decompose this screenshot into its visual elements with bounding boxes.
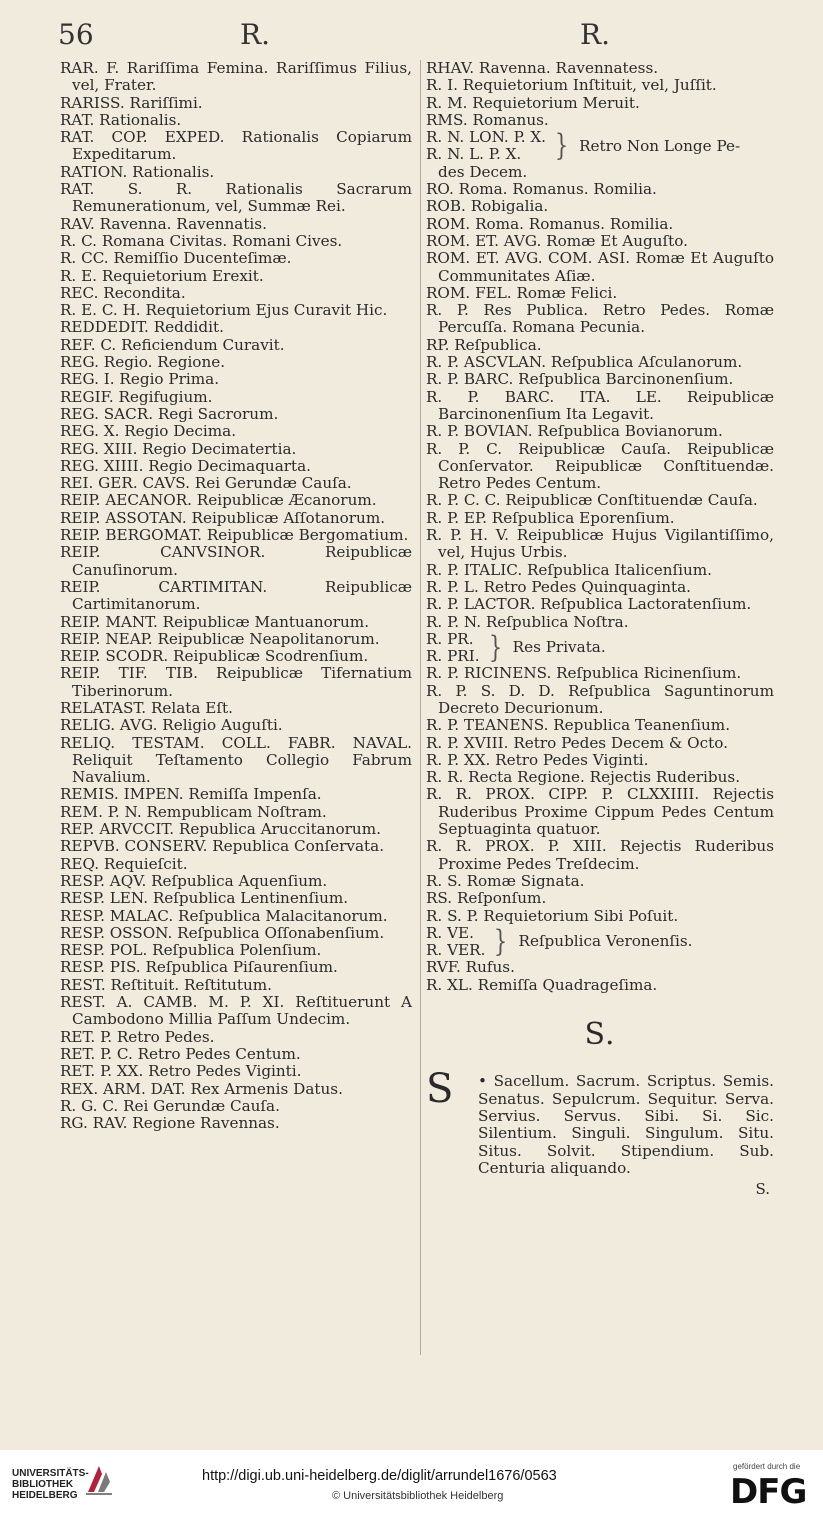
abbreviation-entry: ROB. Robigalia. (426, 197, 549, 216)
abbreviation-entry: ROM. ET. AVG. Romæ Et Auguſto. (426, 231, 688, 250)
abbreviation-entry: R. P. S. D. D. Reſpublica Saguntinorum Decreto Decurionum. (426, 681, 774, 717)
abbreviation-entry: R. R. Recta Regione. Rejectis Ruderibus. (426, 768, 741, 787)
abbrev-line: R. VE. (426, 923, 474, 942)
abbreviation-entry: REIP. MANT. Reipublicæ Mantuanorum. (60, 612, 370, 631)
abbreviation-entry: R. P. N. Reſpublica Noſtra. (426, 612, 629, 631)
abbreviation-entry: REG. I. Regio Prima. (60, 370, 220, 389)
abbreviation-entry: R. S. P. Requietorium Sibi Poſuit. (426, 906, 679, 925)
abbreviation-entry: RAT. Rationalis. (60, 110, 182, 129)
section-s-text: • Sacellum. Sacrum. Scriptus. Semis. Senatus. Sepulcrum. Sequitur. Serva. Servius. Servus. Sibi. Si. Sic. Silentium. Singuli. Singulum. Situ. Situs. Solvit. Stipendium. Sub. Centuria aliquando. (478, 1072, 774, 1177)
abbreviation-entry: REIP. ASSOTAN. Reipublicæ Aſſotanorum. (60, 508, 386, 527)
abbreviation-entry: RG. RAV. Regione Ravennas. (60, 1114, 280, 1133)
abbreviation-entry: R. P. ITALIC. Reſpublica Italicenſium. (426, 560, 712, 579)
abbreviation-entry: REPVB. CONSERV. Republica Conſervata. (60, 837, 385, 856)
brace-glyph: } (488, 630, 502, 666)
abbreviation-entry: REG. X. Regio Decima. (60, 422, 237, 441)
abbreviation-entry: RAR. F. Rariſſima Femina. Rariſſimus Filius, vel, Frater. (60, 59, 412, 95)
abbreviation-entry: R. P. Res Publica. Retro Pedes. Romæ Percuſſa. Romana Pecunia. (426, 301, 774, 337)
brace-entry (426, 631, 774, 666)
abbreviation-entry: R. P. BARC. Reſpublica Barcinonenſium. (426, 370, 734, 389)
abbreviation-entry: REIP. AECANOR. Reipublicæ Æcanorum. (60, 491, 377, 510)
abbreviation-entry: R. P. C. Reipublicæ Cauſa. Reipublicæ Conſervator. Reipublicæ Conſtituendæ. Retro Pedes Centum. (426, 439, 774, 493)
abbreviation-entry: RAT. COP. EXPED. Rationalis Copiarum Expeditarum. (60, 128, 412, 164)
abbreviation-entry: REG. XIIII. Regio Decimaquarta. (60, 456, 311, 475)
abbreviation-entry: REIP. TIF. TIB. Reipublicæ Tifernatium Tiberinorum. (60, 664, 412, 700)
abbreviation-entry: RESP. MALAC. Reſpublica Malacitanorum. (60, 906, 388, 925)
section-s-paragraph (426, 1066, 774, 1177)
abbreviation-entry: REDDEDIT. Reddidit. (60, 318, 224, 337)
abbrev-line: R. PR. (426, 629, 474, 648)
abbreviation-entry: RESP. OSSON. Reſpublica Oſſonabenſium. (60, 923, 385, 942)
copyright-notice: © Universitätsbibliothek Heidelberg (332, 1490, 504, 1502)
funding-label: gefördert durch die (733, 1462, 801, 1471)
brace-entry (426, 129, 774, 164)
abbreviation-entry: REX. ARM. DAT. Rex Armenis Datus. (60, 1079, 343, 1098)
abbreviation-entry: REC. Recondita. (60, 283, 186, 302)
abbreviation-entry: R. P. XX. Retro Pedes Viginti. (426, 750, 649, 769)
abbreviation-entry: R. P. RICINENS. Reſpublica Ricinenſium. (426, 664, 742, 683)
abbreviation-entry: RET. P. C. Retro Pedes Centum. (60, 1044, 301, 1063)
abbreviation-entry: R. P. L. Retro Pedes Quinquaginta. (426, 577, 692, 596)
brace-continuation: des Decem. (438, 162, 528, 181)
brace-glyph: } (494, 924, 508, 960)
abbreviation-entry: RESP. LEN. Reſpublica Lentinenſium. (60, 889, 349, 908)
abbreviation-entry: REG. Regio. Regione. (60, 353, 226, 372)
abbreviation-entry: RARISS. Rariſſimi. (60, 93, 203, 112)
library-line: BIBLIOTHEK (12, 1479, 74, 1490)
drop-cap: S (426, 1066, 454, 1113)
abbreviation-entry: REST. A. CAMB. M. P. XI. Reſtituerunt A Cambodono Millia Paſſum Undecim. (60, 993, 412, 1029)
running-head-right: R. (580, 18, 610, 51)
abbreviation-entry: R. E. Requietorium Erexit. (60, 266, 264, 285)
abbreviation-entry: REM. P. N. Rempublicam Noſtram. (60, 802, 327, 821)
abbreviation-entry: REST. Reſtituit. Reſtitutum. (60, 975, 272, 994)
abbrev-line: R. PRI. (426, 647, 480, 666)
abbreviation-entry: REIP. CARTIMITAN. Reipublicæ Cartimitanorum. (60, 577, 412, 614)
library-line: HEIDELBERG (12, 1490, 78, 1501)
abbreviation-entry: R. G. C. Rei Gerundæ Cauſa. (60, 1096, 280, 1115)
library-name (12, 1468, 89, 1501)
abbreviation-entry: RVF. Rufus. (426, 958, 515, 977)
abbreviation-entry: R. C. Romana Civitas. Romani Cives. (60, 231, 343, 250)
abbreviation-entry: REG. SACR. Regi Sacrorum. (60, 404, 279, 423)
abbreviation-entry: R. I. Requietorium Inſtituit, vel, Juſſit. (426, 76, 717, 95)
brace-entry (426, 925, 774, 960)
library-logo-icon (84, 1462, 114, 1496)
running-head-left: R. (240, 18, 270, 51)
abbreviation-entry: REQ. Requieſcit. (60, 854, 188, 873)
abbreviation-entry: R. P. BOVIAN. Reſpublica Bovianorum. (426, 422, 723, 441)
library-line: UNIVERSITÄTS- (12, 1468, 89, 1479)
abbreviation-entry: RESP. POL. Reſpublica Polenſium. (60, 941, 322, 960)
abbreviation-entry: REG. XIII. Regio Decimatertia. (60, 439, 297, 458)
abbrev-line: R. VER. (426, 941, 486, 960)
abbreviation-entry: R. CC. Remiſſio Ducenteſimæ. (60, 249, 292, 268)
footer-bar (0, 1450, 823, 1518)
abbreviation-entry: RATION. Rationalis. (60, 162, 215, 181)
abbreviation-entry: R. P. H. V. Reipublicæ Hujus Vigilantiſſimo, vel, Hujus Urbis. (426, 526, 774, 562)
abbreviation-entry: R. S. Romæ Signata. (426, 871, 585, 890)
abbreviation-entry: R. P. LACTOR. Reſpublica Lactoratenſium. (426, 595, 752, 614)
brace-expansion: Retro Non Longe Pe- (579, 136, 741, 155)
abbreviation-entry: RELATAST. Relata Eſt. (60, 698, 233, 717)
abbreviation-entry: RESP. AQV. Reſpublica Aquenſium. (60, 871, 328, 890)
abbreviation-entry: R. P. XVIII. Retro Pedes Decem & Octo. (426, 733, 728, 752)
abbreviation-entry: RELIG. AVG. Religio Auguſti. (60, 716, 283, 735)
abbreviation-entry: RS. Reſponſum. (426, 889, 547, 908)
abbreviation-entry: RELIQ. TESTAM. COLL. FABR. NAVAL. Reliquit Teſtamento Collegio Fabrum Navalium. (60, 733, 412, 787)
abbrev-line: R. N. LON. P. X. (426, 128, 547, 147)
section-heading: S. (584, 1017, 616, 1053)
column-divider (420, 60, 421, 1355)
abbreviation-entry: RET. P. XX. Retro Pedes Viginti. (60, 1062, 302, 1081)
abbreviation-entry: R. P. C. C. Reipublicæ Conſtituendæ Cauſa. (426, 491, 758, 510)
abbrev-line: R. N. L. P. X. (426, 145, 522, 164)
abbreviation-entry: R. P. EP. Reſpublica Eporenſium. (426, 508, 675, 527)
brace-expansion: Res Privata. (512, 638, 606, 657)
dfg-logo: DFG (730, 1472, 807, 1512)
abbreviation-entry: RHAV. Ravenna. Ravennatess. (426, 59, 659, 77)
abbreviation-entry: ROM. FEL. Romæ Felici. (426, 283, 618, 302)
abbreviation-entry: REGIF. Regifugium. (60, 387, 213, 406)
abbreviation-entry: RMS. Romanus. (426, 110, 549, 129)
abbreviation-entry: REI. GER. CAVS. Rei Gerundæ Cauſa. (60, 474, 352, 493)
permalink-url[interactable]: http://digi.ub.uni-heidelberg.de/diglit/arrundel1676/0563 (202, 1468, 557, 1484)
left-column (60, 60, 412, 1132)
abbreviation-entry: RET. P. Retro Pedes. (60, 1027, 215, 1046)
abbreviation-entry: R. R. PROX. CIPP. P. CLXXIIII. Rejectis Ruderibus Proxime Cippum Pedes Centum Septuaginta quatuor. (426, 785, 774, 839)
brace-expansion: Reſpublica Veronenſis. (518, 932, 693, 951)
abbreviation-entry: ROM. ET. AVG. COM. ASI. Romæ Et Auguſto Communitates Aſiæ. (426, 249, 774, 285)
abbreviation-entry: RAT. S. R. Rationalis Sacrarum Remunerationum, vel, Summæ Rei. (60, 180, 412, 216)
abbreviation-entry: RO. Roma. Romanus. Romilia. (426, 180, 657, 199)
abbreviation-entry: RESP. PIS. Reſpublica Piſaurenſium. (60, 958, 338, 977)
abbreviation-entry: ROM. Roma. Romanus. Romilia. (426, 214, 674, 233)
catchword: S. (755, 1180, 770, 1199)
abbreviation-entry: R. P. TEANENS. Republica Teanenſium. (426, 716, 731, 735)
abbreviation-entry: RAV. Ravenna. Ravennatis. (60, 214, 267, 233)
abbreviation-entry: R. P. ASCVLAN. Reſpublica Aſculanorum. (426, 353, 743, 372)
abbreviation-entry: RP. Reſpublica. (426, 335, 542, 354)
abbreviation-entry: REIP. NEAP. Reipublicæ Neapolitanorum. (60, 629, 380, 648)
right-column (426, 60, 774, 1198)
abbreviation-entry: REIP. SCODR. Reipublicæ Scodrenſium. (60, 647, 369, 666)
abbreviation-entry: REIP. BERGOMAT. Reipublicæ Bergomatium. (60, 526, 409, 545)
abbreviation-entry: R. XL. Remiſſa Quadrageſima. (426, 975, 658, 994)
page-number: 56 (58, 18, 94, 51)
abbreviation-entry: REP. ARVCCIT. Republica Aruccitanorum. (60, 820, 381, 839)
abbreviation-entry: R. R. PROX. P. XIII. Rejectis Ruderibus Proxime Pedes Treſdecim. (426, 837, 774, 873)
abbreviation-entry: REIP. CANVSINOR. Reipublicæ Canuſinorum. (60, 543, 412, 579)
brace-glyph: } (554, 128, 569, 164)
abbreviation-entry: REMIS. IMPEN. Remiſſa Impenſa. (60, 785, 322, 804)
abbreviation-entry: REF. C. Reficiendum Curavit. (60, 335, 285, 354)
abbreviation-entry: R. E. C. H. Requietorium Ejus Curavit Hic. (60, 301, 388, 320)
abbreviation-entry: R. P. BARC. ITA. LE. Reipublicæ Barcinonenſium Ita Legavit. (426, 387, 774, 423)
abbreviation-entry: R. M. Requietorium Meruit. (426, 93, 640, 112)
